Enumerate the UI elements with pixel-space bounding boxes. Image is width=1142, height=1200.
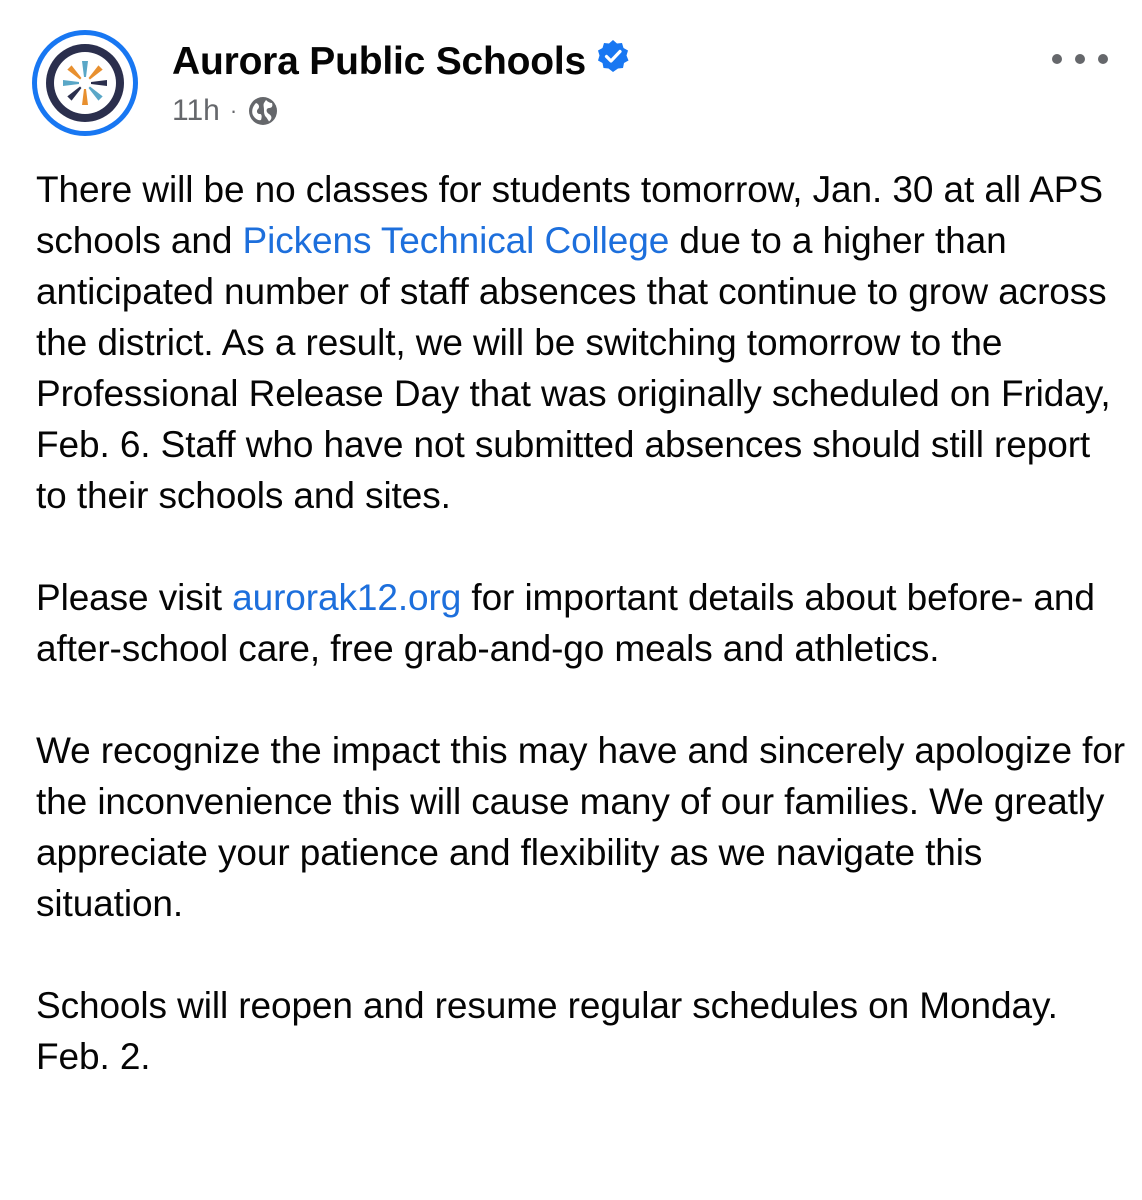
globe-icon[interactable] [247, 95, 279, 127]
aurora-logo-icon [57, 55, 113, 111]
verified-badge-icon [596, 39, 630, 83]
page-name-link[interactable] [172, 40, 630, 84]
post-timestamp[interactable]: 11h [172, 94, 220, 127]
more-options-icon[interactable] [1052, 44, 1108, 74]
post-paragraph-1: There will be no classes for students tomorrow, Jan. 30 at all APS schools and Pickens Technical College due to a higher than anticipated number of staff absences that continue to grow across the district. As a result, we will be switching tomorrow to the Professional Release Day that was originally scheduled on Friday, Feb. 6. Staff who have not submitted absences should still report to their schools and sites. [36, 169, 1111, 516]
page-name-text: Aurora Public Schools [172, 40, 587, 83]
post-body [36, 164, 1126, 1133]
page-avatar[interactable] [32, 30, 138, 136]
post-meta [172, 94, 279, 128]
post-paragraph-4: Schools will reopen and resume regular schedules on Monday. Feb. 2. [36, 985, 1058, 1077]
pickens-college-link[interactable]: Pickens Technical College [242, 220, 670, 261]
post-paragraph-2: Please visit aurorak12.org for important details about before- and after-school care, free grab-and-go meals and athletics. [36, 577, 1095, 669]
post-paragraph-3: We recognize the impact this may have and sincerely apologize for the inconvenience this will cause many of our families. We greatly appreciate your patience and flexibility as we navigate this situation. [36, 730, 1125, 924]
meta-separator: · [229, 98, 238, 123]
aurorak12-link[interactable]: aurorak12.org [232, 577, 462, 618]
